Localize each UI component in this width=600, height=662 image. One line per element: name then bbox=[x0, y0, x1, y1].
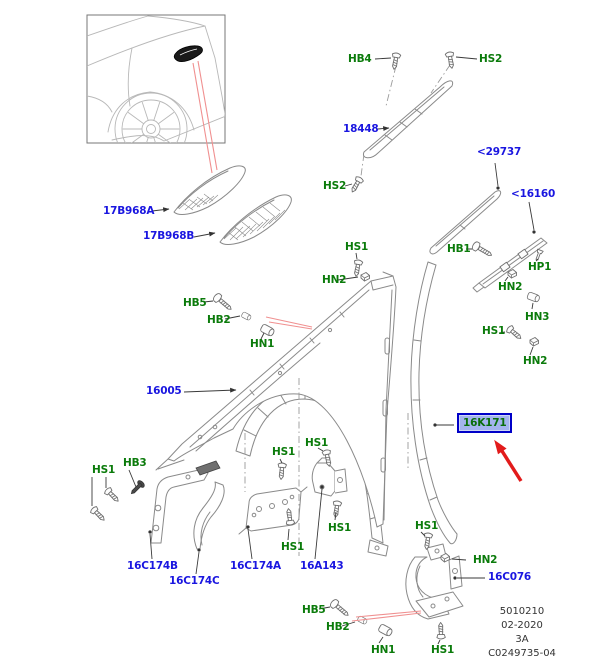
callout-HN1-bottom[interactable]: HN1 bbox=[371, 644, 396, 656]
callout-16C174A[interactable]: 16C174A bbox=[230, 560, 281, 572]
callout-16C076[interactable]: 16C076 bbox=[488, 571, 532, 583]
callout-17B968B[interactable]: 17B968B bbox=[143, 230, 195, 242]
callout-HB5-mid[interactable]: HB5 bbox=[183, 297, 207, 309]
nut-icon bbox=[361, 273, 370, 282]
callout-HS1-174A-bottom[interactable]: HS1 bbox=[281, 541, 305, 553]
screw-icon bbox=[277, 463, 287, 480]
bolt-icon bbox=[471, 241, 494, 259]
callout-HN2-right-upper[interactable]: HN2 bbox=[498, 281, 523, 293]
callout-HB2-mid[interactable]: HB2 bbox=[207, 314, 231, 326]
bolt-icon bbox=[212, 292, 234, 312]
callout-HN3[interactable]: HN3 bbox=[525, 311, 550, 323]
highlight-red-arrow bbox=[502, 451, 521, 481]
callout-HS2-top[interactable]: HS2 bbox=[479, 53, 503, 65]
callout-HS1-143-top[interactable]: HS1 bbox=[305, 437, 329, 449]
callout-HB3[interactable]: HB3 bbox=[123, 457, 147, 469]
vent-part-17B968A-drawing[interactable] bbox=[174, 166, 245, 215]
callout-29737[interactable]: <29737 bbox=[477, 146, 522, 158]
liner-16K171-drawing[interactable] bbox=[411, 262, 457, 544]
callout-HS1-143-bottom[interactable]: HS1 bbox=[328, 522, 352, 534]
nut-icon bbox=[530, 338, 539, 347]
screw-icon bbox=[331, 500, 342, 518]
callout-HN1-mid[interactable]: HN1 bbox=[250, 338, 275, 350]
callout-HS1-right[interactable]: HS1 bbox=[482, 325, 506, 337]
grommet-icon bbox=[241, 312, 252, 321]
callout-HS1-left[interactable]: HS1 bbox=[92, 464, 116, 476]
screw-icon bbox=[436, 622, 445, 639]
callout-HS1-bottom[interactable]: HS1 bbox=[431, 644, 455, 656]
callout-HB2-bottom[interactable]: HB2 bbox=[326, 621, 350, 633]
plate-note-line-1: 02-2020 bbox=[501, 620, 543, 631]
callout-HB1[interactable]: HB1 bbox=[447, 243, 471, 255]
plate-note-line-2: 3A bbox=[515, 634, 529, 645]
car-thumbnail bbox=[87, 15, 226, 173]
callout-16005[interactable]: 16005 bbox=[146, 385, 182, 397]
plate-note bbox=[478, 605, 566, 661]
screw-icon bbox=[445, 51, 456, 69]
bolt-icon bbox=[329, 598, 351, 618]
nut-icon bbox=[260, 324, 275, 337]
callout-HB5-bottom[interactable]: HB5 bbox=[302, 604, 326, 616]
bracket-16C174C-drawing[interactable] bbox=[194, 482, 224, 549]
screw-icon bbox=[103, 486, 121, 504]
callout-HS1-cowl[interactable]: HS1 bbox=[345, 241, 369, 253]
callout-HB4[interactable]: HB4 bbox=[348, 53, 372, 65]
callout-HS1-076-top[interactable]: HS1 bbox=[415, 520, 439, 532]
callout-HN2-076[interactable]: HN2 bbox=[473, 554, 498, 566]
nut-icon bbox=[527, 292, 541, 303]
callout-16C174B[interactable]: 16C174B bbox=[127, 560, 178, 572]
callout-16C174C[interactable]: 16C174C bbox=[169, 575, 220, 587]
screw-icon bbox=[349, 176, 365, 194]
callout-16K171[interactable]: 16K171 bbox=[457, 413, 512, 433]
callout-16160[interactable]: <16160 bbox=[511, 188, 556, 200]
callout-18448[interactable]: 18448 bbox=[343, 123, 379, 135]
plate-note-line-0: 5010210 bbox=[499, 606, 545, 617]
callout-HS2-mid[interactable]: HS2 bbox=[323, 180, 347, 192]
screw-icon bbox=[89, 505, 107, 523]
callout-HN2-right-lower[interactable]: HN2 bbox=[523, 355, 548, 367]
screw-icon bbox=[390, 52, 401, 70]
trim-18448-drawing[interactable] bbox=[361, 65, 453, 176]
screw-icon bbox=[505, 325, 523, 342]
plate-note-line-3: C0249735-04 bbox=[488, 648, 556, 659]
callout-HN2-cowl[interactable]: HN2 bbox=[322, 274, 347, 286]
callout-HP1[interactable]: HP1 bbox=[528, 261, 552, 273]
callout-HS1-174A-top[interactable]: HS1 bbox=[272, 446, 296, 458]
vent-part-17B968B-drawing[interactable] bbox=[220, 195, 291, 245]
nut-icon bbox=[378, 624, 393, 637]
bracket-16C076-drawing[interactable] bbox=[406, 544, 463, 619]
bolt-icon bbox=[129, 479, 146, 496]
callout-16A143[interactable]: 16A143 bbox=[300, 560, 344, 572]
callout-17B968A[interactable]: 17B968A bbox=[103, 205, 155, 217]
